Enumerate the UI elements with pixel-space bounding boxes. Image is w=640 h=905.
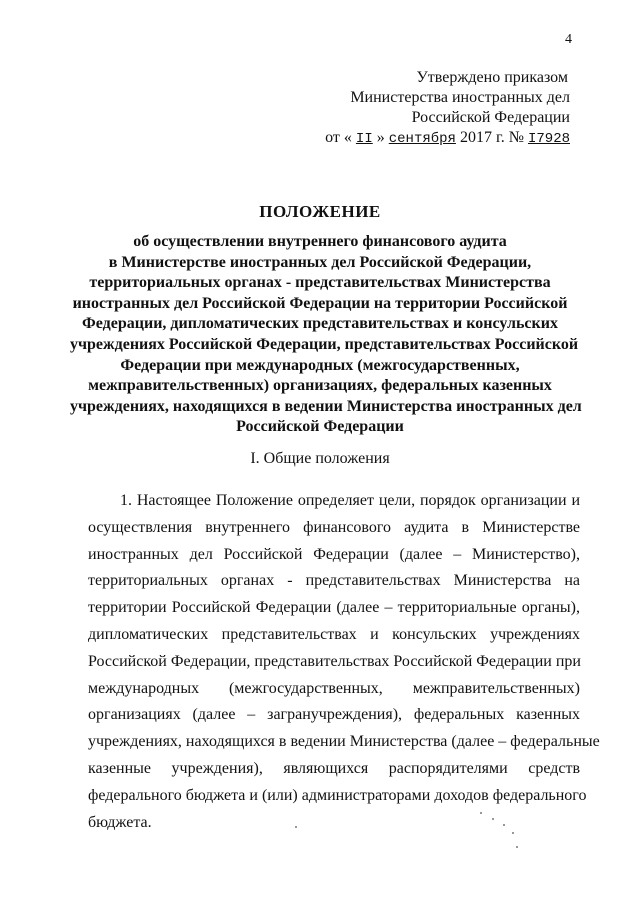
approval-block bbox=[240, 68, 570, 149]
body-paragraph bbox=[88, 488, 600, 836]
approval-date-mid1: » bbox=[372, 129, 389, 146]
subtitle-line: учреждениях, находящихся в ведении Министерства иностранных дел bbox=[70, 397, 582, 415]
body-line: 1. Настоящее Положение определяет цели, порядок организации и bbox=[120, 492, 580, 509]
document-title: ПОЛОЖЕНИЕ bbox=[259, 202, 381, 221]
body-line: казенные учреждения), являющихся распорядителями средств bbox=[88, 759, 580, 777]
subtitle-line: территориальных органах - представительствах Министерства bbox=[89, 274, 551, 292]
body-line: организациях (далее – загранучреждения), федеральных казенных bbox=[88, 706, 580, 724]
approval-line-2: Министерства иностранных дел bbox=[350, 89, 570, 106]
body-line: территориальных органах - представительствах Министерства на bbox=[88, 572, 580, 590]
subtitle-line: Федерации, дипломатических представительствах и консульских bbox=[82, 315, 558, 333]
body-line: территории Российской Федерации (далее – территориальные органы), bbox=[88, 599, 580, 617]
scan-speck bbox=[492, 818, 494, 820]
section-heading: I. Общие положения bbox=[250, 450, 390, 467]
scan-speck bbox=[512, 832, 514, 834]
document-subtitle bbox=[70, 232, 582, 438]
subtitle-line: в Министерстве иностранных дел Российской Федерации, bbox=[108, 253, 532, 271]
subtitle-line: иностранных дел Российской Федерации на территории Российской bbox=[72, 294, 568, 312]
approval-line-1: Утверждено приказом bbox=[416, 69, 568, 86]
subtitle-line: учреждениях Российской Федерации, представительствах Российской bbox=[70, 335, 579, 353]
scan-speck bbox=[503, 824, 505, 826]
approval-date-mid2: 2017 г. № bbox=[455, 129, 528, 146]
body-line: бюджета. bbox=[88, 813, 152, 831]
approval-day: II bbox=[355, 131, 373, 147]
approval-line-3: Российской Федерации bbox=[411, 109, 570, 126]
body-line: осуществления внутреннего финансового аудита в Министерстве bbox=[88, 518, 580, 536]
approval-number: I7928 bbox=[527, 131, 570, 147]
scan-speck bbox=[295, 826, 297, 828]
subtitle-line: Федерации при международных (межгосударственных, bbox=[120, 356, 520, 374]
subtitle-line: Российской Федерации bbox=[236, 418, 404, 436]
approval-month: сентября bbox=[388, 131, 456, 147]
body-line: дипломатических представительствах и консульских учреждениях bbox=[88, 625, 580, 643]
approval-date-line bbox=[240, 128, 570, 149]
subtitle-line: об осуществлении внутреннего финансового аудита bbox=[133, 233, 507, 250]
body-line: федерального бюджета и (или) администраторами доходов федерального bbox=[88, 786, 587, 804]
body-line: иностранных дел Российской Федерации (далее – Министерство), bbox=[88, 545, 580, 563]
subtitle-line: межправительственных) организациях, федеральных казенных bbox=[88, 377, 552, 395]
scan-speck bbox=[480, 812, 482, 814]
body-line: Российской Федерации, представительствах Российской Федерации при bbox=[88, 652, 581, 670]
scan-speck bbox=[516, 846, 518, 848]
body-line: международных (межгосударственных, межправительственных) bbox=[88, 679, 580, 697]
body-line: учреждениях, находящихся в ведении Министерства (далее – федеральные bbox=[88, 733, 600, 751]
page-number: 4 bbox=[565, 32, 572, 47]
approval-date-prefix: от « bbox=[325, 129, 356, 146]
